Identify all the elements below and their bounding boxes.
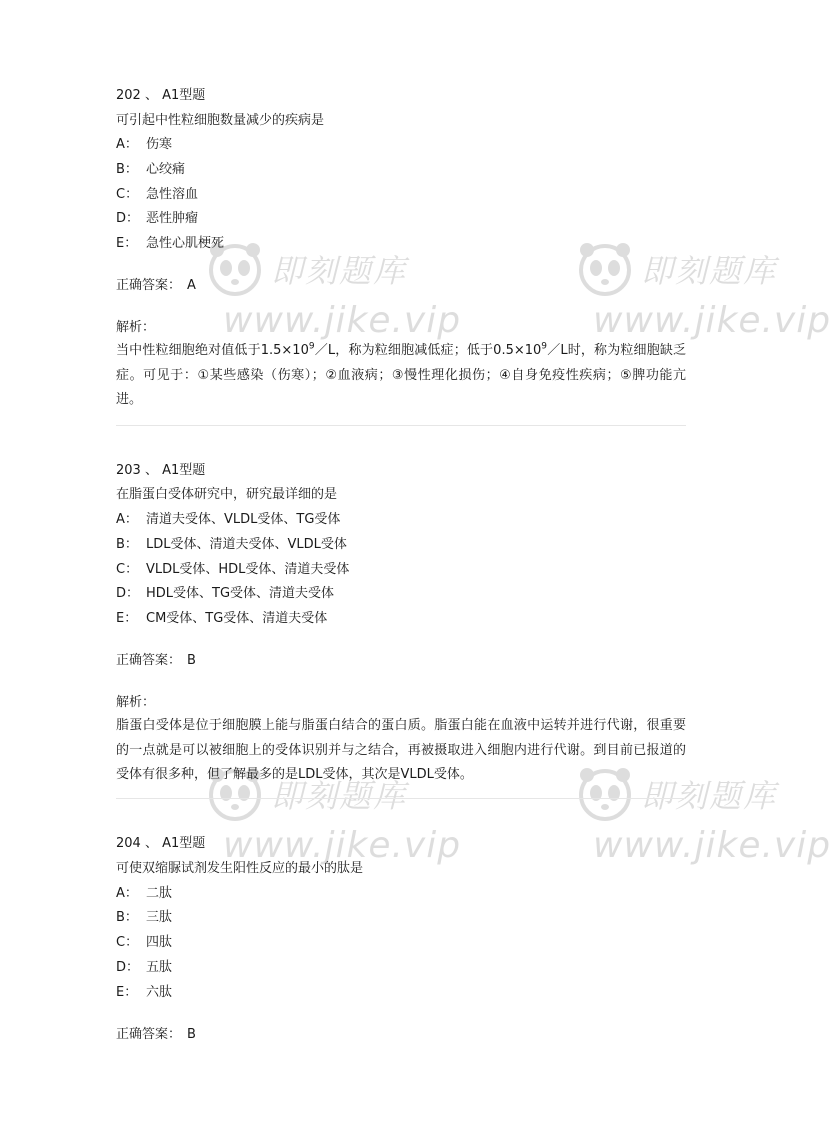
option-letter: B：	[116, 910, 138, 925]
option-text: 六肽	[146, 985, 173, 1000]
question-stem: 在脂蛋白受体研究中，研究最详细的是	[116, 487, 338, 502]
option-a	[116, 137, 172, 153]
option-c	[116, 562, 349, 578]
question-header: 202 、 A1型题	[116, 88, 206, 103]
option-text: 恶性肿瘤	[146, 211, 199, 226]
watermark-url: www.jike.vip	[223, 825, 462, 866]
answer-value: B	[187, 653, 196, 668]
option-text: LDL受体、清道夫受体、VLDL受体	[146, 537, 347, 552]
watermark-brand: 即刻题库	[641, 252, 778, 290]
option-d	[116, 211, 198, 227]
option-letter: A：	[116, 886, 138, 901]
divider	[116, 798, 686, 799]
option-letter: D：	[116, 586, 140, 601]
option-letter: D：	[116, 960, 140, 975]
option-c	[116, 935, 172, 951]
option-e	[116, 985, 172, 1001]
option-text: 五肽	[146, 960, 173, 975]
analysis-part: ／L时，称为粒细胞缺乏症。可见于：①某些感染（伤寒）；②血液病；③慢性理化损伤；④自身免疫性疾病；⑤脾功能亢进。	[116, 343, 687, 407]
watermark-url: www.jike.vip	[593, 300, 831, 341]
option-text: 急性溶血	[146, 187, 199, 202]
option-b	[116, 162, 185, 178]
option-letter: A：	[116, 137, 138, 152]
option-letter: E：	[116, 236, 138, 251]
analysis-part: ／L，称为粒细胞减低症；低于0.5×10	[314, 343, 542, 358]
question-stem: 可使双缩脲试剂发生阳性反应的最小的肽是	[116, 861, 364, 876]
correct-answer	[116, 653, 196, 669]
option-letter: C：	[116, 935, 139, 950]
option-text: VLDL受体、HDL受体、清道夫受体	[146, 562, 350, 577]
watermark-url: www.jike.vip	[223, 300, 462, 341]
answer-label: 正确答案：	[116, 1027, 182, 1042]
option-text: 二肽	[146, 886, 173, 901]
option-e	[116, 611, 327, 627]
option-letter: B：	[116, 537, 138, 552]
option-text: CM受体、TG受体、清道夫受体	[146, 611, 328, 626]
option-a	[116, 886, 172, 902]
watermark-brand: 即刻题库	[271, 777, 408, 815]
question-header: 204 、 A1型题	[116, 836, 206, 851]
option-a	[116, 512, 340, 528]
answer-label: 正确答案：	[116, 278, 182, 293]
watermark-url: www.jike.vip	[593, 825, 831, 866]
option-letter: D：	[116, 211, 140, 226]
panda-logo-icon	[575, 240, 635, 300]
watermark-brand: 即刻题库	[641, 777, 778, 815]
option-letter: C：	[116, 187, 139, 202]
option-letter: E：	[116, 611, 138, 626]
option-text: 急性心肌梗死	[146, 236, 225, 251]
option-text: HDL受体、TG受体、清道夫受体	[146, 586, 335, 601]
answer-value: A	[187, 278, 196, 293]
option-letter: B：	[116, 162, 138, 177]
option-b	[116, 537, 347, 553]
option-text: 心绞痛	[146, 162, 186, 177]
question-stem: 可引起中性粒细胞数量减少的疾病是	[116, 113, 325, 128]
option-letter: A：	[116, 512, 138, 527]
option-b	[116, 910, 172, 926]
watermark-brand: 即刻题库	[271, 252, 408, 290]
divider	[116, 425, 686, 426]
exponent: 9	[308, 341, 315, 352]
question-header: 203 、 A1型题	[116, 463, 206, 478]
option-text: 四肽	[146, 935, 173, 950]
option-e	[116, 236, 224, 252]
correct-answer	[116, 1027, 196, 1043]
correct-answer	[116, 278, 196, 294]
option-d	[116, 960, 172, 976]
answer-label: 正确答案：	[116, 653, 182, 668]
analysis-text	[116, 339, 686, 413]
exponent: 9	[541, 341, 548, 352]
analysis-text: 脂蛋白受体是位于细胞膜上能与脂蛋白结合的蛋白质。脂蛋白能在血液中运转并进行代谢，很重要的一点就是可以被细胞上的受体识别并与之结合，再被摄取进入细胞内进行代谢。到目前已报道的受体有很多种，但了解最多的是LDL受体，其次是VLDL受体。	[116, 718, 686, 782]
answer-value: B	[187, 1027, 196, 1042]
option-letter: E：	[116, 985, 138, 1000]
option-letter: C：	[116, 562, 139, 577]
analysis-part: 当中性粒细胞绝对值低于1.5×10	[116, 343, 309, 358]
analysis-label: 解析：	[116, 695, 156, 710]
option-c	[116, 187, 198, 203]
option-text: 清道夫受体、VLDL受体、TG受体	[146, 512, 341, 527]
option-d	[116, 586, 334, 602]
option-text: 伤寒	[146, 137, 173, 152]
analysis-label: 解析：	[116, 320, 156, 335]
option-text: 三肽	[146, 910, 173, 925]
